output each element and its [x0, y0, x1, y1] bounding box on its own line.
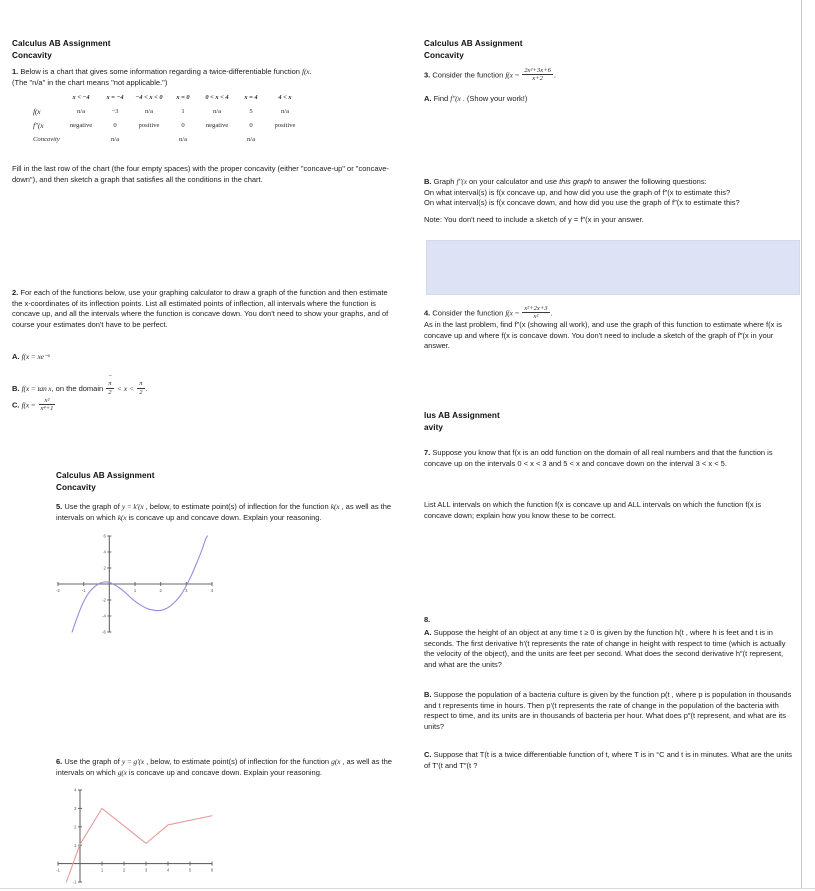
- problem-3-number: 3.: [424, 70, 431, 80]
- problem-4-text: Consider the function: [432, 308, 504, 318]
- problem-7-line4: List ALL intervals on which the function f(x is concave up and ALL intervals on which the: [424, 500, 715, 509]
- problem-1-followup: Fill in the last row of the chart (the four empty spaces) with the proper concavity (either "concave-up" or "concave-down"), and then sketch a graph that satisfies all the conditions in the chart.: [12, 164, 389, 184]
- problem-7-line5: function f(x is concave down; explain how you know these to be correct.: [424, 500, 762, 520]
- svg-text:2: 2: [74, 824, 77, 830]
- problem-1-table-wrapper: [12, 91, 302, 145]
- problem-3-part-b: [424, 177, 796, 225]
- svg-text:2: 2: [159, 588, 162, 593]
- problem-8-number: 8.: [424, 615, 431, 624]
- problem-5-number: 5.: [56, 502, 63, 511]
- problem-6-text-b: , below, to estimate point(s) of inflection for the function: [146, 757, 330, 766]
- clipped-page-header: [424, 410, 724, 433]
- problem-8-part-c: [424, 750, 794, 771]
- problem-3b-line1: [424, 177, 796, 188]
- problem-1-prompt: 1. Below is a chart that gives some information regarding a twice-differentiable function f(x. (The "n/a" in the chart means "not applicable."): [12, 67, 312, 87]
- document-title: Calculus AB Assignment: [12, 39, 111, 48]
- table-cell: n/a: [212, 108, 222, 116]
- problem-5-text-a: Use the graph of: [64, 502, 120, 511]
- table-header-row: [30, 91, 302, 105]
- table-row: [30, 105, 302, 119]
- problem-8c-text: Suppose that T(t is a twice differentiable function of t, where T is in °C and t is in minutes. What are the units of T′(t and T″(t ?: [424, 750, 793, 770]
- part-c-numerator: x²: [44, 397, 50, 404]
- table-cell: negative: [205, 122, 229, 130]
- table-cell: n/a: [280, 108, 290, 116]
- svg-text:5: 5: [188, 867, 192, 873]
- svg-text:3: 3: [185, 588, 188, 593]
- problem-6-text-a: Use the graph of: [64, 757, 120, 766]
- table-cell: positive: [138, 122, 160, 130]
- svg-text:1: 1: [133, 588, 137, 593]
- row-label-f: f(x: [33, 107, 41, 117]
- problem-4-fn-label: f(x: [505, 308, 513, 318]
- problem-3b-l1a: Graph: [433, 177, 455, 186]
- left-page-header: [12, 38, 312, 61]
- problem-3b-answer-box[interactable]: [426, 240, 800, 295]
- problem-5-text-c: , as well as the intervals on which: [56, 502, 392, 522]
- problem-3-prompt: 3. Consider the function f(x = $\frac{\text{2x²+3x+6}}{x+2}$ .: [424, 67, 556, 83]
- problem-3a-letter: A.: [424, 94, 432, 103]
- table-cell-blank[interactable]: [268, 133, 302, 145]
- page-right-edge: [801, 0, 815, 891]
- table-cell: 0: [181, 122, 185, 130]
- svg-text:3: 3: [144, 867, 148, 873]
- part-b-letter: B.: [12, 384, 20, 394]
- part-b-function: f(x: [21, 384, 30, 394]
- problem-3b-line2: On what interval(s) is f(x concave up, and how did you use the graph of f″(x to estimate this?: [424, 187, 731, 197]
- problem-5-text-b: , below, to estimate point(s) of inflection for the function: [145, 502, 329, 511]
- table-col-header: x = 0: [176, 93, 190, 101]
- problem-4-number: 4.: [424, 308, 431, 318]
- svg-text:4: 4: [103, 549, 106, 555]
- problem-8c-letter: C.: [424, 750, 432, 759]
- table-cell: −3: [111, 108, 119, 116]
- problem-8-part-b: [424, 690, 794, 732]
- problem-6-fn-gprime: y = g′(x: [121, 757, 144, 766]
- svg-text:-1: -1: [81, 588, 86, 593]
- part-a-function: f(x: [21, 352, 30, 361]
- table-row: [30, 119, 302, 133]
- problem-8a-letter: A.: [424, 628, 432, 637]
- svg-text:3: 3: [74, 806, 77, 811]
- problem-8b-letter: B.: [424, 690, 432, 699]
- part-c-fraction: [39, 397, 56, 413]
- svg-text:-1: -1: [56, 867, 60, 873]
- problem-5-fn-kprime: y = k′(x: [121, 502, 144, 511]
- problem-6-fn-g: g(x: [331, 757, 341, 766]
- table-cell: 0: [249, 122, 253, 130]
- left-column: [8, 0, 404, 891]
- problem-4-numerator: x²+2x+3: [524, 305, 548, 312]
- right-column: [420, 0, 800, 891]
- problem-3b-emphasis: this graph: [559, 177, 593, 186]
- problem-3b-answer-text: [427, 241, 799, 249]
- problem-1-number: 1.: [12, 67, 19, 76]
- problem-3-fraction: [522, 67, 553, 83]
- table-cell: 5: [249, 108, 253, 116]
- document-title-3: Calculus AB Assignment: [424, 39, 523, 48]
- table-cell-blank[interactable]: [132, 133, 166, 145]
- table-cell-blank[interactable]: [200, 133, 234, 145]
- problem-7-line2: function is concave up on the intervals 0 < x < 3 and 5 < x and concave down on the interval: [424, 448, 773, 468]
- table-col-header: x = −4: [106, 93, 124, 101]
- table-cell: n/a: [110, 135, 120, 143]
- part-b-domain-hi: $\frac{\pi}{2}$: [139, 380, 143, 396]
- problem-2-part-a: A. f(x = xe⁻ˣ: [12, 352, 50, 361]
- problem-8b-text: Suppose the population of a bacteria culture is given by the function p(t , where p is population in thousands and t represents time in hours. Then p′(t represents the rate of change in the population of the bacteria with respect to time, and its units are in thousands of bacteria per hour. What does p″(t represent, and what are its units?: [424, 690, 792, 731]
- svg-text:2: 2: [122, 867, 126, 873]
- svg-text:4: 4: [166, 867, 170, 873]
- part-b-expression: tan x: [37, 384, 52, 394]
- problem-1-function: f(x: [302, 67, 310, 76]
- part-c-letter: C.: [12, 400, 20, 410]
- svg-text:4: 4: [74, 787, 77, 793]
- svg-text:4: 4: [210, 588, 214, 593]
- problem-3b-note: Note: You don't need to include a sketch of y = f″(x in your answer.: [424, 214, 644, 224]
- document-title-2: Calculus AB Assignment: [56, 471, 155, 480]
- table-col-header: x = 4: [244, 93, 258, 101]
- table-col-header: 0 < x < 4: [205, 93, 229, 101]
- svg-text:-2: -2: [102, 597, 106, 603]
- part-b-domain-text: on the domain: [55, 384, 104, 394]
- problem-3a-text-a: Find: [433, 94, 449, 103]
- row-label-concavity: Concavity: [33, 135, 60, 143]
- problem-3a-text-b: . (Show your work!): [462, 94, 528, 103]
- part-a-letter: A.: [12, 352, 20, 361]
- row-label-f-double-prime: f″(x: [33, 121, 44, 131]
- problem-3b-l1b: on your calculator and use: [469, 177, 557, 186]
- table-cell: n/a: [178, 135, 188, 143]
- svg-text:-1: -1: [72, 879, 77, 885]
- table-cell: negative: [69, 122, 93, 130]
- graph-g-prime: [50, 782, 220, 890]
- problem-7-prompt: [424, 448, 790, 469]
- problem-6-text-c: , as well as the intervals on which: [56, 757, 392, 777]
- problem-4-denominator: x²: [522, 312, 549, 320]
- problem-3-text: Consider the function: [432, 70, 504, 80]
- svg-text:1: 1: [74, 842, 77, 848]
- table-row-concavity: [30, 133, 302, 145]
- svg-text:1: 1: [100, 867, 104, 873]
- svg-text:6: 6: [103, 533, 106, 539]
- part-c-function: f(x: [21, 400, 30, 410]
- problem-2-number: 2.: [12, 288, 19, 297]
- svg-text:-2: -2: [56, 588, 60, 593]
- problem-5-text-d: is concave up and concave down. Explain your reasoning.: [128, 512, 322, 522]
- problem-3b-fn: f″(x: [456, 177, 467, 186]
- problem-8a-text: Suppose the height of an object at any time t ≥ 0 is given by the function h(t , where h is feet and t is in seconds. The first derivative h′(t represents the rate of change in height with respect to time (which is actually the velocity of the object), and the units are feet per second. What does the second derivative h″(t represent, and what are the units?: [424, 628, 786, 669]
- svg-text:6: 6: [210, 867, 214, 873]
- problem-4-fraction: [522, 305, 549, 321]
- problem-5-fn-k: k(x: [330, 502, 340, 511]
- concavity-table: [30, 91, 302, 145]
- left-page2-header: [56, 470, 356, 493]
- table-cell: n/a: [144, 108, 154, 116]
- graph-k-prime-svg: [50, 528, 220, 640]
- problem-1-prompt-line2: (The "n/a" in the chart means "not applicable."): [12, 77, 168, 87]
- problem-5-fn-k2: k(x: [117, 512, 127, 522]
- problem-3b-line3: On what interval(s) is f(x concave down, and how did you use the graph of f″(x to estimate this?: [424, 198, 740, 208]
- problem-6-prompt: [56, 757, 399, 778]
- problem-3-denominator: x+2: [522, 74, 553, 82]
- problem-7-task: [424, 500, 790, 521]
- graph-k-prime: [50, 528, 220, 640]
- problem-8-part-a: [424, 628, 794, 670]
- part-b-domain-lo: − π 2: [107, 373, 113, 396]
- problem-2-text: For each of the functions below, use your graphing calculator to draw a graph of the function and then estimate the x-coordinates of its inflection points. List all estimated points of inflection, all intervals where the function is concave up, and all the intervals where the function is concave down. You don't need to show your graphs, and of course your estimates don't have to be perfect.: [12, 288, 389, 329]
- svg-text:-6: -6: [102, 629, 106, 635]
- problem-3-fn-label: f(x: [505, 70, 513, 80]
- document-subtitle-3: Concavity: [424, 50, 464, 60]
- document-subtitle-2: Concavity: [56, 482, 96, 492]
- table-corner-cell: [30, 91, 64, 105]
- problem-3b-l1c: to answer the following questions:: [594, 177, 707, 186]
- document-subtitle-clipped: avity: [424, 422, 444, 432]
- problem-3-numerator: 2x²+3x+6: [524, 67, 551, 74]
- part-a-expression: xe⁻ˣ: [37, 352, 50, 361]
- problem-8-number-row: [424, 615, 430, 626]
- table-col-header: 4 < x: [278, 93, 292, 101]
- table-cell: 0: [113, 122, 117, 130]
- problem-3a-fn: f″(x: [450, 94, 461, 103]
- table-cell: 1: [181, 108, 185, 116]
- document-subtitle: Concavity: [12, 50, 52, 60]
- graph-g-prime-svg: [50, 782, 220, 890]
- right-page-header: [424, 38, 724, 61]
- svg-text:-4: -4: [102, 613, 106, 619]
- table-cell: n/a: [76, 108, 86, 116]
- problem-3b-letter: B.: [424, 177, 432, 186]
- problem-1-prompt-line1: Below is a chart that gives some information regarding a twice-differentiable function: [20, 67, 300, 76]
- problem-2-part-c: C. f(x = $\frac{\text{x²}}{\text{x⁴+1}}$: [12, 397, 54, 413]
- problem-6-number: 6.: [56, 757, 63, 766]
- table-cell: positive: [274, 122, 296, 130]
- problem-6-fn-g2: g(x: [117, 767, 127, 777]
- svg-text:2: 2: [103, 565, 106, 571]
- problem-4-body: As in the last problem, find f″(x (showing all work), and use the graph of this function to estimate where f(x is concave up and where f(x is concave down. You don't need to include a sketch of the graph of f″(x in your answer.: [424, 320, 782, 351]
- problem-1: [12, 67, 398, 88]
- problem-6-text-d: is concave up and concave down. Explain your reasoning.: [128, 767, 322, 777]
- table-col-header: x < −4: [72, 93, 90, 101]
- problem-7-line3: 3 < x < 5.: [695, 458, 727, 468]
- table-cell-blank[interactable]: [64, 133, 98, 145]
- problem-2-prompt: [12, 288, 394, 330]
- problem-7-line1: Suppose you know that f(x is an odd function on the domain of all real numbers and that the: [432, 448, 737, 457]
- problem-5-prompt: [56, 502, 399, 523]
- problem-7-number: 7.: [424, 448, 431, 457]
- problem-4-prompt: 4. Consider the function f(x = $\frac{\text{x²+2x+3}}{\text{x²}}$ .: [424, 305, 553, 321]
- table-cell: n/a: [246, 135, 256, 143]
- problem-3-part-a: [424, 94, 784, 105]
- table-col-header: −4 < x < 0: [135, 93, 163, 101]
- document-title-clipped: lus AB Assignment: [424, 411, 500, 420]
- part-c-denominator: x⁴+1: [40, 405, 54, 413]
- problem-2-part-b: B. f(x = tan x, on the domain − π 2 < x < $\frac{\pi}{2}$ .: [12, 373, 148, 396]
